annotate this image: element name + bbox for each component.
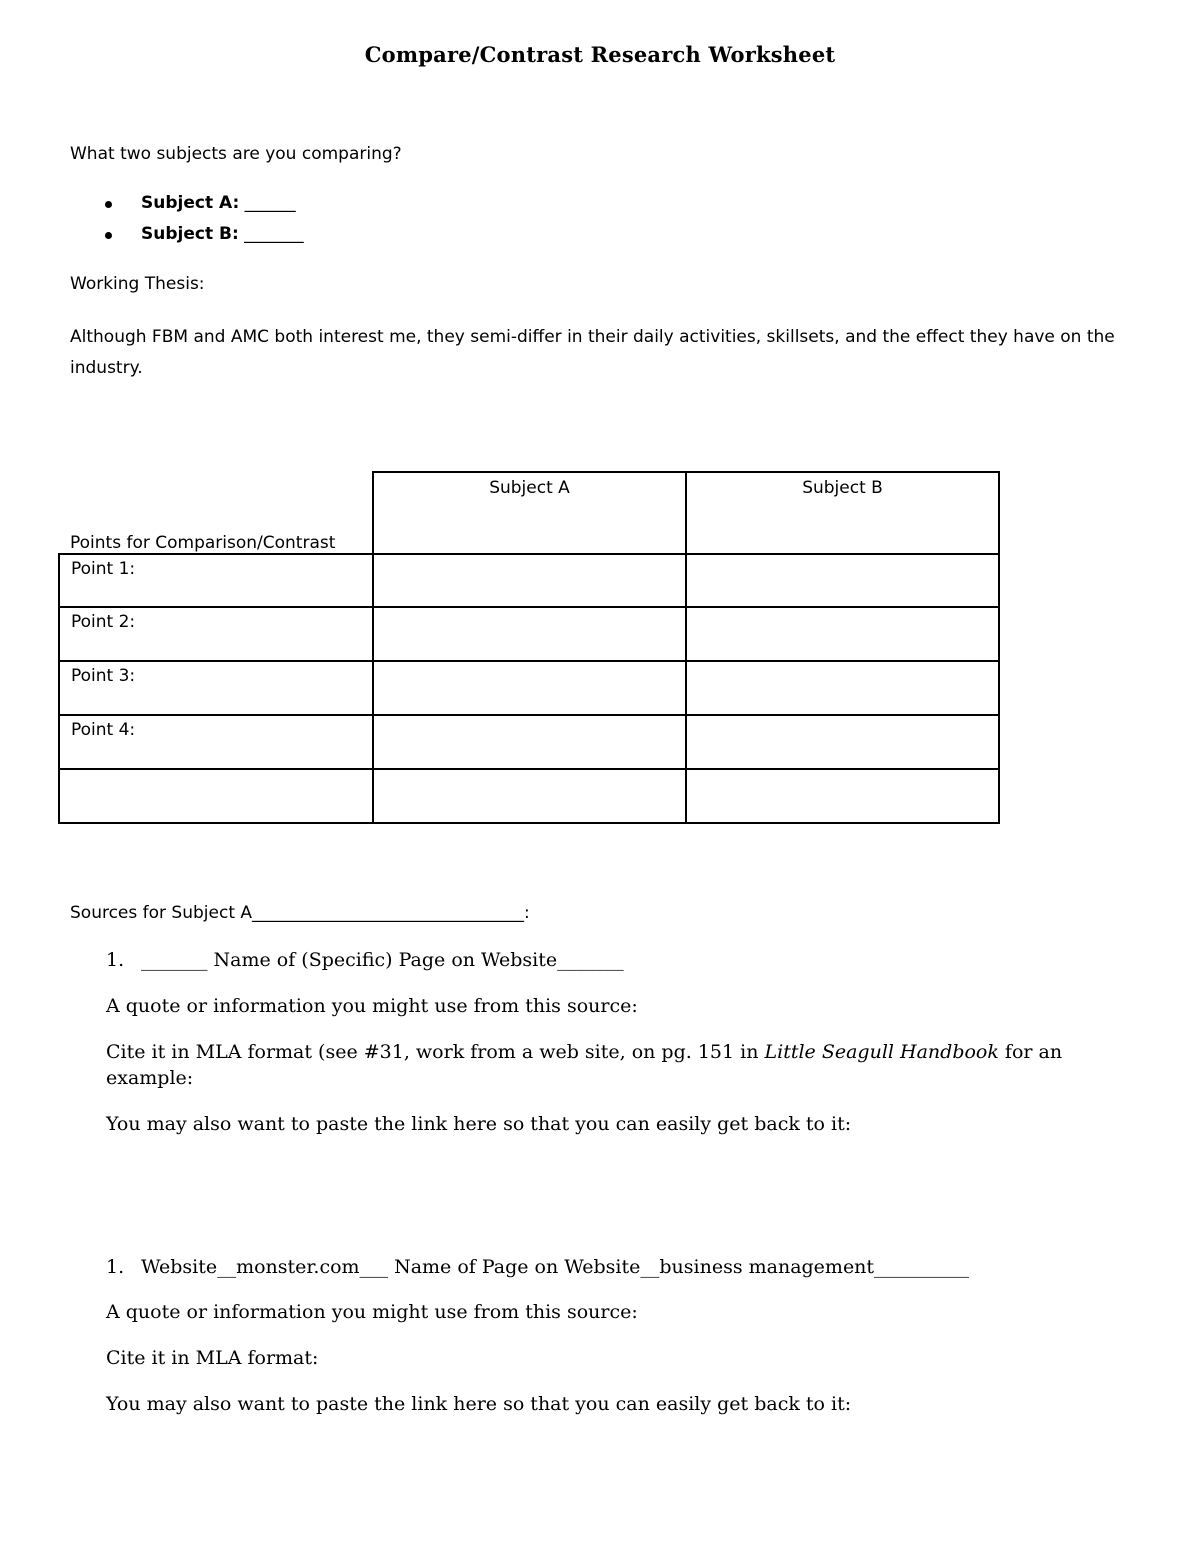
table-row-label: Point 4: (59, 715, 373, 769)
bullet-icon (105, 201, 112, 208)
source2-quote: A quote or information you might use from this source: (106, 1301, 638, 1323)
table-row (59, 607, 999, 661)
source1-cite-prefix: Cite it in MLA format (see #31, work from a web site, on pg. 151 in (106, 1041, 759, 1063)
table-row (59, 769, 999, 823)
source1-line: _______ Name of (Specific) Page on Website_______ (141, 949, 624, 971)
subjects-question: What two subjects are you comparing? (70, 144, 402, 164)
bullet-icon (105, 232, 112, 239)
subject-b-label: Subject B: (141, 224, 239, 244)
source1-cite (106, 1041, 1062, 1063)
table-cell[interactable] (373, 769, 686, 823)
source1-quote: A quote or information you might use from this source: (106, 995, 638, 1017)
table-header-subject-b: Subject B (686, 472, 999, 554)
source2-cite: Cite it in MLA format: (106, 1347, 319, 1369)
table-row-label: Point 1: (59, 554, 373, 607)
table-row-label (59, 769, 373, 823)
table-cell[interactable] (686, 554, 999, 607)
table-cell[interactable] (686, 607, 999, 661)
sources-heading: Sources for Subject A________________________________: (70, 903, 530, 923)
table-row (59, 715, 999, 769)
table-cell[interactable] (686, 715, 999, 769)
page-title: Compare/Contrast Research Worksheet (364, 42, 836, 67)
table-cell[interactable] (686, 769, 999, 823)
table-row-label: Point 3: (59, 661, 373, 715)
source1-cite-book: Little Seagull Handbook (764, 1041, 999, 1063)
source1-cite-suffix: for an (998, 1041, 1063, 1063)
table-header-subject-a: Subject A (373, 472, 686, 554)
source2-link: You may also want to paste the link here so that you can easily get back to it: (106, 1393, 852, 1415)
subject-a-label: Subject A: (141, 193, 240, 213)
thesis-text: Although FBM and AMC both interest me, they semi-differ in their daily activities, skillsets, and the effect they have on the industry. (70, 327, 1115, 378)
subject-a-item (141, 193, 296, 213)
table-row (59, 554, 999, 607)
table-cell[interactable] (373, 661, 686, 715)
table-cell[interactable] (373, 554, 686, 607)
table-row (59, 661, 999, 715)
comparison-table (58, 471, 1000, 824)
table-corner-label: Points for Comparison/Contrast (59, 472, 373, 554)
subject-b-item (141, 224, 304, 244)
table-cell[interactable] (686, 661, 999, 715)
source1-link: You may also want to paste the link here so that you can easily get back to it: (106, 1113, 852, 1135)
subject-a-blank: ______ (244, 193, 296, 213)
table-row-label: Point 2: (59, 607, 373, 661)
source2-number: 1. (106, 1256, 125, 1278)
source1-number: 1. (106, 949, 125, 971)
table-cell[interactable] (373, 715, 686, 769)
source2-line: Website__monster.com___ Name of Page on Website__business management__________ (141, 1256, 970, 1278)
subject-b-blank: _______ (244, 224, 304, 244)
table-cell[interactable] (373, 607, 686, 661)
source1-cite-wrap: example: (106, 1067, 194, 1089)
table-header-row (59, 472, 999, 554)
working-thesis-label: Working Thesis: (70, 274, 205, 294)
